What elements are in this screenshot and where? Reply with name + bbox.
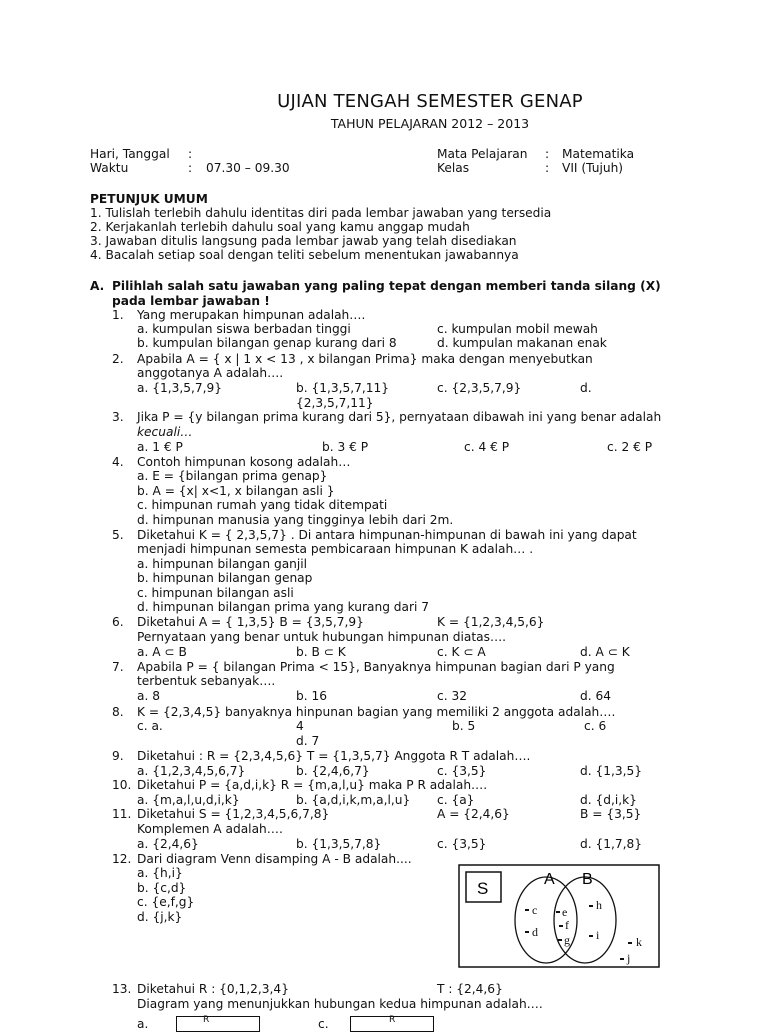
option-a-diagram-label: R xyxy=(203,1015,210,1025)
question-text-cont: menjadi himpunan semesta pembicaraan himpunan K adalah… . xyxy=(137,542,534,556)
option-c: c. {3,5} xyxy=(437,764,487,778)
mapel-value: Matematika xyxy=(562,147,635,161)
option-b: b. {a,d,i,k,m,a,l,u} xyxy=(296,793,411,807)
venn-element: e xyxy=(562,905,568,919)
waktu-value: 07.30 – 09.30 xyxy=(206,161,290,175)
option-a: a. himpunan bilangan ganjil xyxy=(137,557,308,571)
hari-sep: : xyxy=(188,147,193,161)
venn-dot xyxy=(620,958,624,960)
option-a: a. E = {bilangan prima genap} xyxy=(137,469,328,483)
option-d: c. 6 xyxy=(584,719,607,733)
section-a-instruction: Pilihlah salah satu jawaban yang paling tepat dengan memberi tanda silang (X) xyxy=(112,279,661,293)
option-d: d. himpunan manusia yang tingginya lebih dari 2m. xyxy=(137,513,454,527)
question-text-cont: Pernyataan yang benar untuk hubungan himpunan diatas…. xyxy=(137,630,507,644)
option-c: c. {2,3,5,7,9} xyxy=(437,381,522,395)
question-text: Yang merupakan himpunan adalah…. xyxy=(137,308,366,322)
option-c: c. {e,f,g} xyxy=(137,895,195,909)
option-b: b. A = {x| x<1, x bilangan asli } xyxy=(137,484,335,498)
question-number: 11. xyxy=(112,807,132,821)
waktu-label: Waktu xyxy=(90,161,129,175)
option-a: a. {m,a,l,u,d,i,k} xyxy=(137,793,240,807)
option-c: c. kumpulan mobil mewah xyxy=(437,322,598,336)
question-number: 2. xyxy=(112,352,124,366)
option-d: d. A ⊂ K xyxy=(580,645,630,659)
question-text-set-k: K = {1,2,3,4,5,6} xyxy=(437,615,545,629)
option-a: a. 8 xyxy=(137,689,160,703)
option-b: b. {1,3,5,7,11} xyxy=(296,381,390,395)
question-text-cont: Komplemen A adalah…. xyxy=(137,822,283,836)
venn-element: f xyxy=(565,918,569,932)
venn-dot xyxy=(525,909,529,911)
option-a: a. xyxy=(137,1017,149,1031)
venn-element: d xyxy=(532,925,538,939)
option-d: d. 64 xyxy=(580,689,611,703)
question-text-cont: anggotanya A adalah…. xyxy=(137,366,284,380)
option-b: b. {1,3,5,7,8} xyxy=(296,837,382,851)
option-a: c. a. xyxy=(137,719,163,733)
question-text: Diketahui K = { 2,3,5,7} . Di antara himpunan-himpunan di bawah ini yang dapat xyxy=(137,528,637,542)
waktu-sep: : xyxy=(188,161,193,175)
option-d: d. himpunan bilangan prima yang kurang dari 7 xyxy=(137,600,430,614)
option-b: b. B ⊂ K xyxy=(296,645,346,659)
option-d: d. {1,7,8} xyxy=(580,837,643,851)
question-text: Apabila P = { bilangan Prima < 15}, Banyaknya himpunan bagian dari P yang xyxy=(137,660,615,674)
kelas-label: Kelas xyxy=(437,161,470,175)
section-a-label: A. xyxy=(90,279,105,293)
question-text: Diketahui A = { 1,3,5} B = {3,5,7,9} xyxy=(137,615,364,629)
question-text: Diketahui R : {0,1,2,3,4} xyxy=(137,982,289,996)
venn-diagram xyxy=(458,864,660,968)
venn-element: h xyxy=(596,898,602,912)
venn-element: j xyxy=(627,951,631,965)
venn-label-b: B xyxy=(582,871,593,888)
option-b: b. 3 € P xyxy=(322,440,369,454)
venn-dot xyxy=(589,905,593,907)
option-b: b. {2,4,6,7} xyxy=(296,764,370,778)
venn-dot xyxy=(628,942,632,944)
option-b: b. 16 xyxy=(296,689,327,703)
question-number: 13. xyxy=(112,982,132,996)
mapel-label: Mata Pelajaran xyxy=(437,147,528,161)
question-number: 10. xyxy=(112,778,132,792)
option-b: b. himpunan bilangan genap xyxy=(137,571,313,585)
question-number: 5. xyxy=(112,528,124,542)
option-c: c. {3,5} xyxy=(437,837,487,851)
option-d: d. xyxy=(580,381,592,395)
option-c: c. 4 € P xyxy=(464,440,510,454)
option-c-diagram-label: R xyxy=(389,1015,396,1025)
venn-dot xyxy=(525,931,529,933)
petunjuk-item: 3. Jawaban ditulis langsung pada lembar jawab yang telah disediakan xyxy=(90,234,517,248)
option-c: c. himpunan bilangan asli xyxy=(137,586,294,600)
option-d: d. {j,k} xyxy=(137,910,183,924)
option-e: d. 7 xyxy=(296,734,320,748)
option-c-diagram xyxy=(350,1016,434,1032)
petunjuk-item: 1. Tulislah terlebih dahulu identitas diri pada lembar jawaban yang tersedia xyxy=(90,206,552,220)
question-number: 7. xyxy=(112,660,124,674)
option-c: c. K ⊂ A xyxy=(437,645,486,659)
petunjuk-item: 2. Kerjakanlah terlebih dahulu soal yang kamu anggap mudah xyxy=(90,220,470,234)
question-text: Contoh himpunan kosong adalah… xyxy=(137,455,351,469)
venn-dot xyxy=(589,935,593,937)
venn-label-s: S xyxy=(477,879,489,898)
option-b: b. kumpulan bilangan genap kurang dari 8 xyxy=(137,336,397,350)
venn-dot xyxy=(559,925,563,927)
question-text: Apabila A = { x | 1 x < 13 , x bilangan Prima} maka dengan menyebutkan xyxy=(137,352,593,366)
option-d: c. 2 € P xyxy=(607,440,653,454)
question-number: 12. xyxy=(112,852,132,866)
option-d: d. {d,i,k} xyxy=(580,793,637,807)
option-c: c. xyxy=(318,1017,329,1031)
page-title: UJIAN TENGAH SEMESTER GENAP xyxy=(277,91,583,112)
page-subtitle: TAHUN PELAJARAN 2012 – 2013 xyxy=(330,116,530,131)
question-text: Diketahui S = {1,2,3,4,5,6,7,8} xyxy=(137,807,330,821)
petunjuk-item: 4. Bacalah setiap soal dengan teliti sebelum menentukan jawabannya xyxy=(90,248,519,262)
question-text: K = {2,3,4,5} banyaknya hinpunan bagian yang memiliki 2 anggota adalah…. xyxy=(137,705,616,719)
kelas-value: VII (Tujuh) xyxy=(562,161,624,175)
question-text-set-a: A = {2,4,6} xyxy=(437,807,510,821)
venn-element: c xyxy=(532,903,538,917)
question-text: Jika P = {y bilangan prima kurang dari 5}, pernyataan dibawah ini yang benar adalah xyxy=(137,410,662,424)
venn-label-a: A xyxy=(544,871,555,888)
option-a: a. A ⊂ B xyxy=(137,645,187,659)
option-c: c. himpunan rumah yang tidak ditempati xyxy=(137,498,388,512)
question-text-cont: kecuali… xyxy=(137,425,193,439)
venn-dot xyxy=(556,911,560,913)
kelas-sep: : xyxy=(545,161,550,175)
option-a: a. {2,4,6} xyxy=(137,837,199,851)
question-text: Dari diagram Venn disamping A - B adalah.... xyxy=(137,852,412,866)
option-a: a. {1,2,3,4,5,6,7} xyxy=(137,764,246,778)
hari-label: Hari, Tanggal xyxy=(90,147,170,161)
option-a: a. kumpulan siswa berbadan tinggi xyxy=(137,322,351,336)
question-text: Diketahui P = {a,d,i,k} R = {m,a,l,u} maka P R adalah…. xyxy=(137,778,488,792)
option-a: a. {1,3,5,7,9} xyxy=(137,381,222,395)
option-b: b. {c,d} xyxy=(137,881,187,895)
option-a: a. {h,i} xyxy=(137,866,183,880)
question-text: Diketahui : R = {2,3,4,5,6} T = {1,3,5,7} Anggota R T adalah…. xyxy=(137,749,531,763)
option-d: d. {1,3,5} xyxy=(580,764,643,778)
option-b: 4 xyxy=(296,719,304,733)
venn-element: i xyxy=(596,928,600,942)
question-text-set-b: B = {3,5} xyxy=(580,807,642,821)
question-number: 8. xyxy=(112,705,124,719)
section-a-instruction-cont: pada lembar jawaban ! xyxy=(112,294,270,308)
option-c: c. 32 xyxy=(437,689,467,703)
venn-dot xyxy=(558,939,562,941)
question-number: 1. xyxy=(112,308,124,322)
petunjuk-heading: PETUNJUK UMUM xyxy=(90,192,208,206)
question-number: 3. xyxy=(112,410,124,424)
question-number: 6. xyxy=(112,615,124,629)
option-a: a. 1 € P xyxy=(137,440,183,454)
option-d: d. kumpulan makanan enak xyxy=(437,336,607,350)
venn-element: k xyxy=(636,935,642,949)
venn-element: g xyxy=(564,933,570,947)
option-c: b. 5 xyxy=(452,719,476,733)
question-text-cont: Diagram yang menunjukkan hubungan kedua himpunan adalah…. xyxy=(137,997,543,1011)
mapel-sep: : xyxy=(545,147,550,161)
option-c: c. {a} xyxy=(437,793,475,807)
option-d-value: {2,3,5,7,11} xyxy=(296,396,374,410)
question-number: 4. xyxy=(112,455,124,469)
question-number: 9. xyxy=(112,749,124,763)
option-a-diagram xyxy=(176,1016,260,1032)
question-text-set-t: T : {2,4,6} xyxy=(437,982,503,996)
question-text-cont: terbentuk sebanyak…. xyxy=(137,674,276,688)
